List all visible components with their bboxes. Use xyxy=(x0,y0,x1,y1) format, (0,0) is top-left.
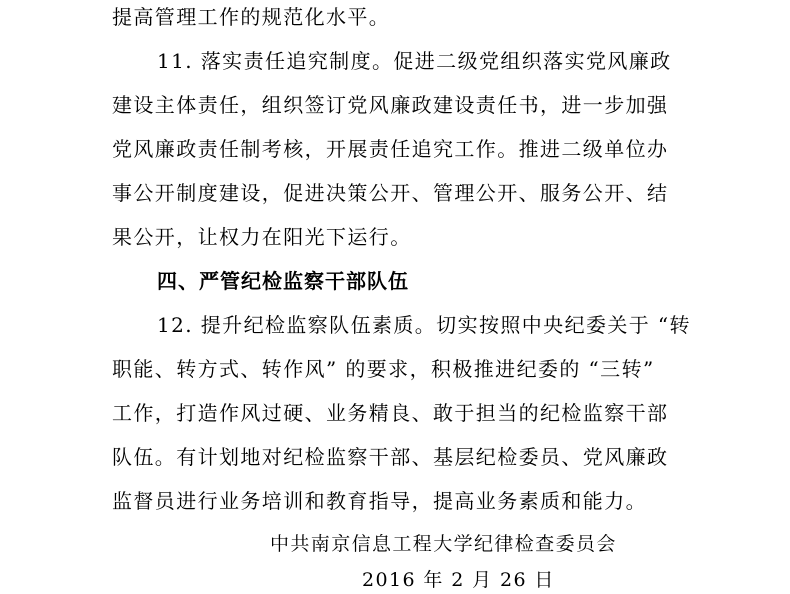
paragraph-line: 12. 提升纪检监察队伍素质。切实按照中央纪委关于 “转 xyxy=(157,313,691,337)
paragraph-line: 提高管理工作的规范化水平。 xyxy=(112,5,391,29)
paragraph-line: 果公开，让权力在阳光下运行。 xyxy=(112,225,412,249)
paragraph-line: 职能、转方式、转作风” 的要求，积极推进纪委的 “三转” xyxy=(112,357,655,381)
paragraph-line: 事公开制度建设，促进决策公开、管理公开、服务公开、结 xyxy=(112,181,669,205)
paragraph-line: 监督员进行业务培训和教育指导，提高业务素质和能力。 xyxy=(112,489,647,513)
paragraph-line: 工作，打造作风过硬、业务精良、敢于担当的纪检监察干部 xyxy=(112,401,669,425)
section-heading: 四、严管纪检监察干部队伍 xyxy=(157,269,409,293)
signature-organization: 中共南京信息工程大学纪律检查委员会 xyxy=(270,533,617,555)
paragraph-line: 11. 落实责任追究制度。促进二级党组织落实党风廉政 xyxy=(157,49,672,73)
paragraph-line: 队伍。有计划地对纪检监察干部、基层纪检委员、党风廉政 xyxy=(112,445,669,469)
signature-date: 2016 年 2 月 26 日 xyxy=(362,569,555,591)
paragraph-line: 党风廉政责任制考核，开展责任追究工作。推进二级单位办 xyxy=(112,137,669,161)
paragraph-line: 建设主体责任，组织签订党风廉政建设责任书，进一步加强 xyxy=(112,93,669,117)
